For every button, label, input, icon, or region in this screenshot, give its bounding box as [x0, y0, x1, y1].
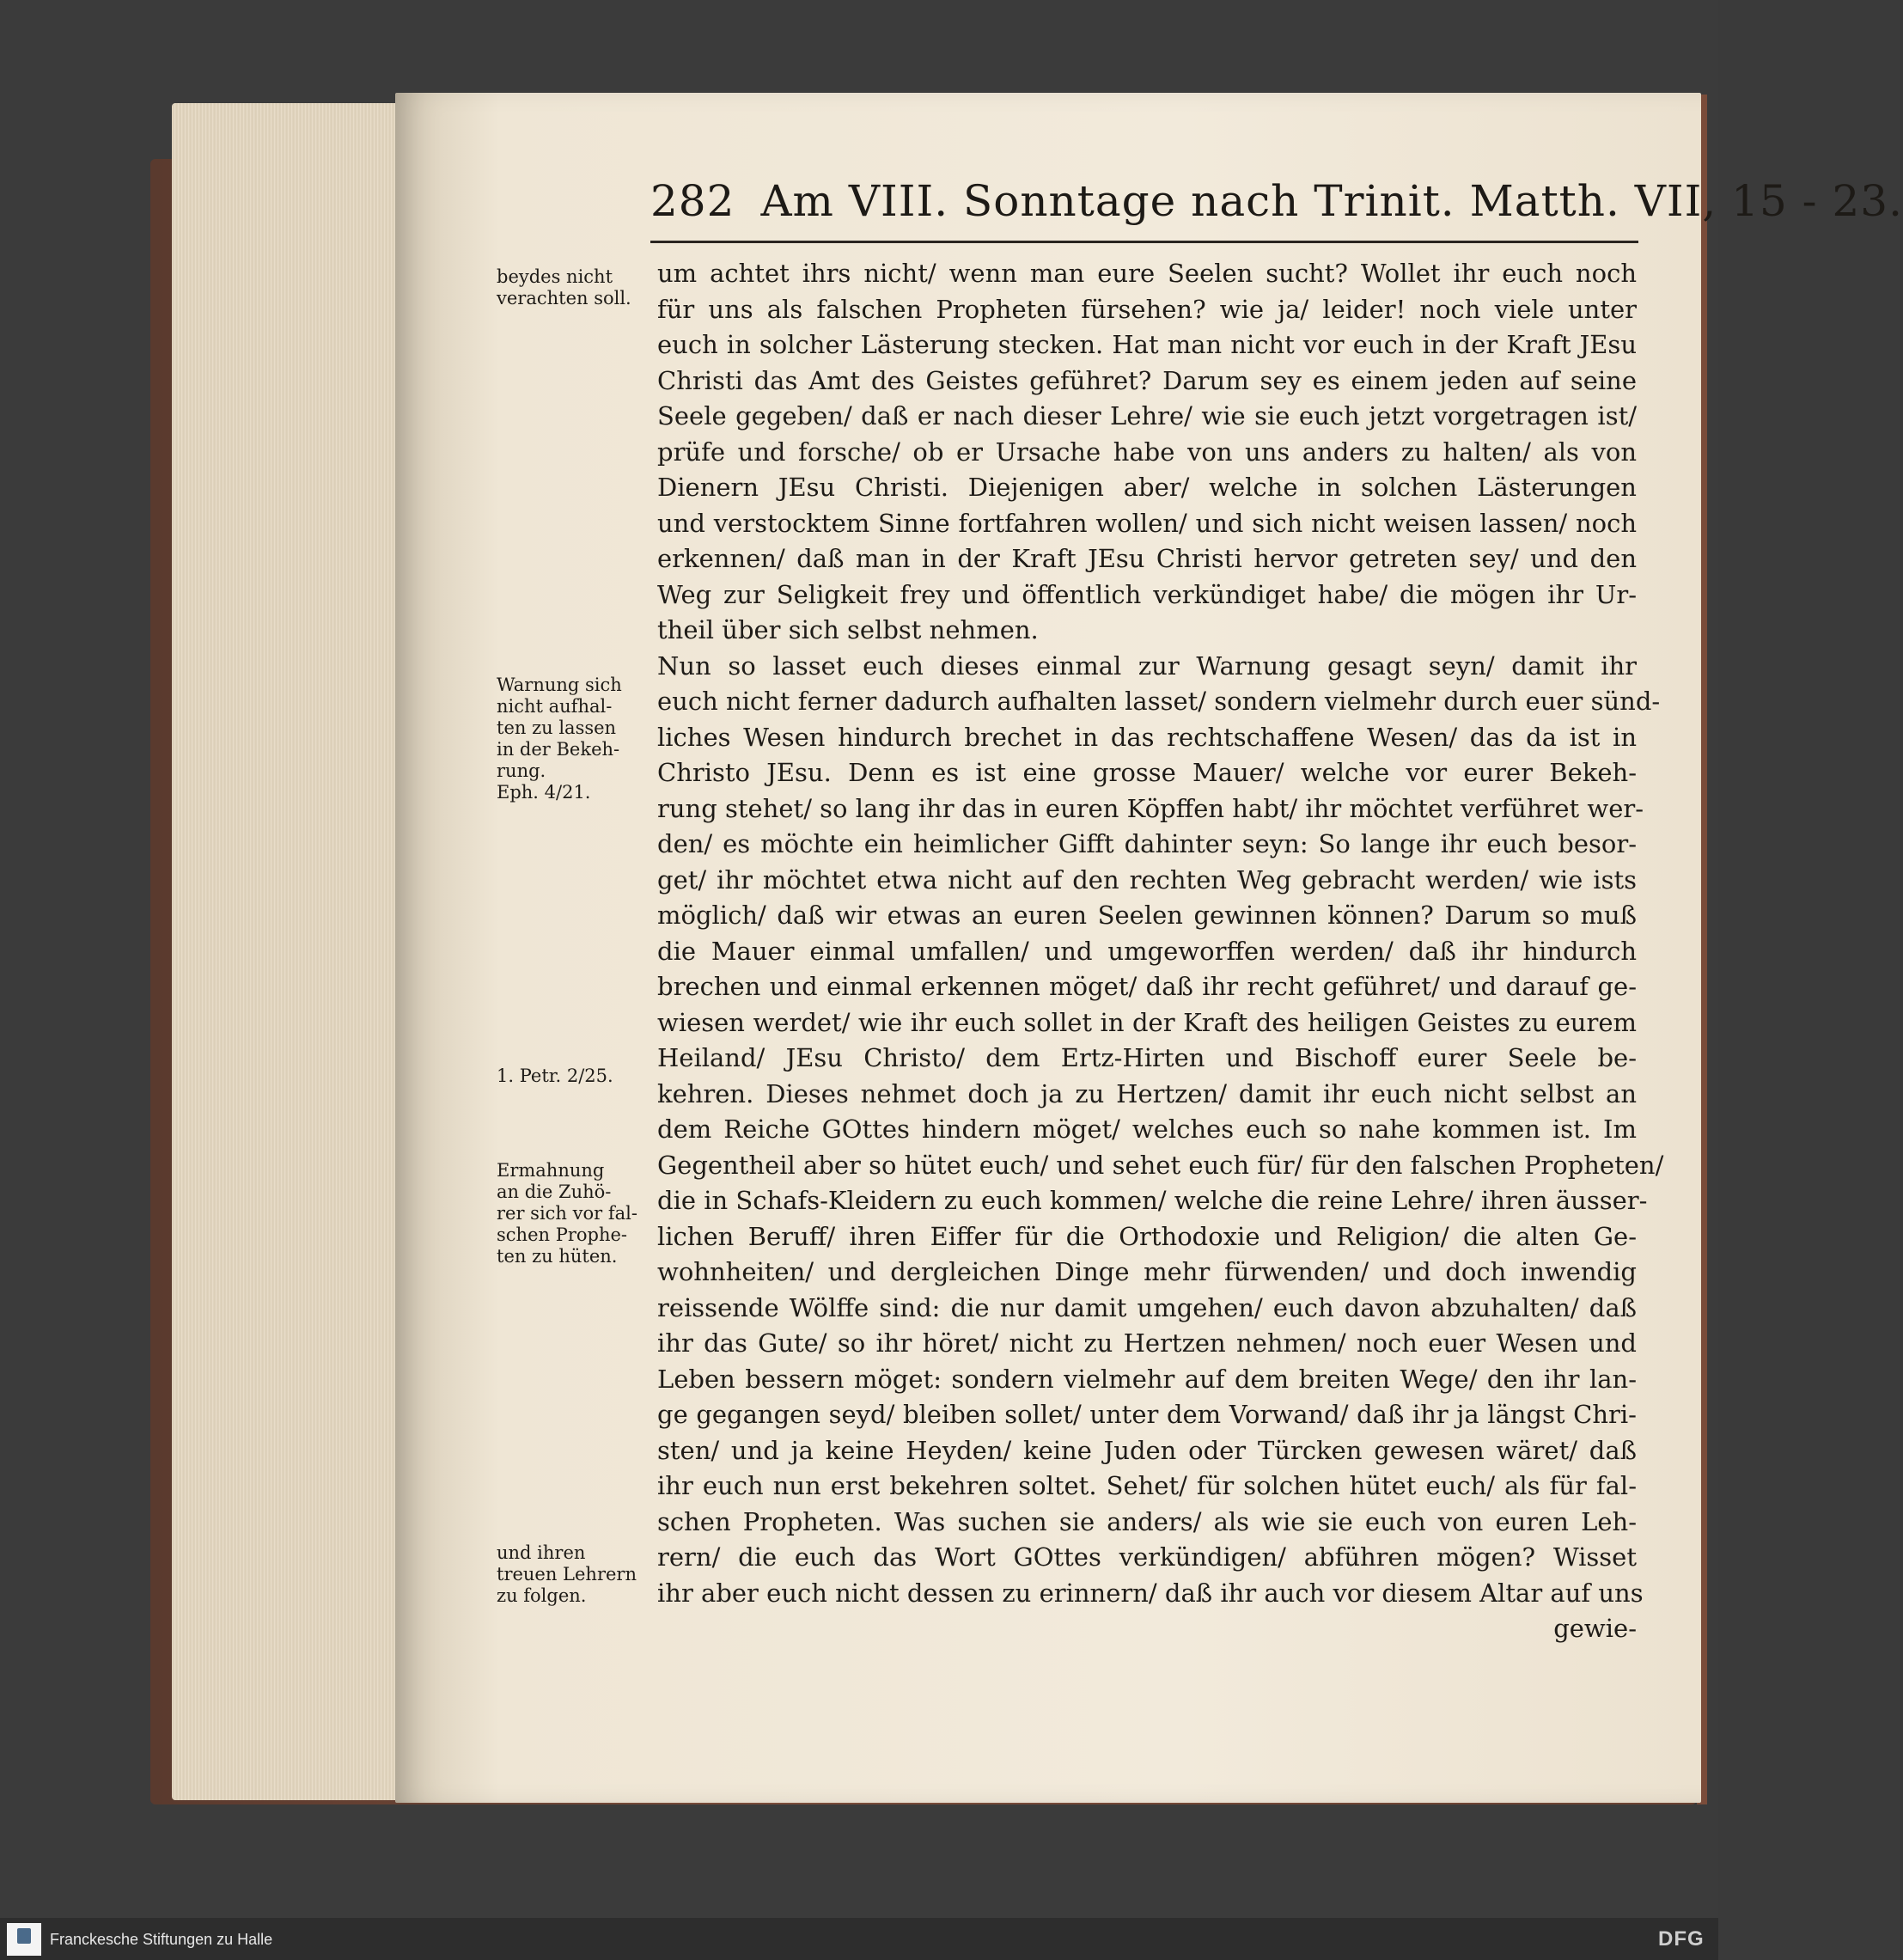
- text-line: wiesen werdet/ wie ihr euch sollet in der Kraft des heiligen Geistes zu eurem: [657, 1007, 1637, 1037]
- text-line: brechen und einmal erkennen möget/ daß ihr recht geführet/ und darauf ge-: [657, 972, 1637, 1001]
- text-line: Gegentheil aber so hütet euch/ und sehet euch für/ für den falschen Propheten/: [657, 1150, 1664, 1180]
- margin-note-line: treuen Lehrern: [497, 1564, 637, 1584]
- text-line: wohnheiten/ und dergleichen Dinge mehr fürwenden/ und doch inwendig: [657, 1257, 1637, 1286]
- margin-note: [497, 1160, 653, 1267]
- text-line: ge gegangen seyd/ bleiben sollet/ unter dem Vorwand/ daß ihr ja längst Chri-: [657, 1400, 1637, 1429]
- text-line: Christo JEsu. Denn es ist eine grosse Mauer/ welche vor eurer Bekeh-: [657, 758, 1637, 787]
- institution-logo: [7, 1923, 41, 1956]
- text-line: prüfe und forsche/ ob er Ursache habe von uns anders zu halten/ als von: [657, 437, 1637, 467]
- text-line: die in Schafs-Kleidern zu euch kommen/ welche die reine Lehre/ ihren äusser-: [657, 1186, 1648, 1215]
- text-line: euch in solcher Lästerung stecken. Hat man nicht vor euch in der Kraft JEsu: [657, 330, 1637, 359]
- margin-note-line: rer sich vor fal-: [497, 1203, 637, 1224]
- institution-name: Franckesche Stiftungen zu Halle: [50, 1931, 273, 1948]
- catchword: gewie-: [1553, 1614, 1637, 1643]
- margin-note-line: an die Zuhö-: [497, 1181, 612, 1202]
- margin-note-line: rung.: [497, 760, 546, 781]
- text-line: für uns als falschen Propheten fürsehen? wie ja/ leider! noch viele unter: [657, 294, 1637, 324]
- running-head: [650, 176, 1903, 236]
- text-line: rern/ die euch das Wort GOttes verkündigen/ abführen mögen? Wisset: [657, 1542, 1637, 1572]
- margin-note-line: ten zu lassen: [497, 717, 617, 738]
- text-line: Christi das Amt des Geistes geführet? Darum sey es einem jeden auf seine: [657, 365, 1637, 395]
- margin-note-line: zu folgen.: [497, 1585, 587, 1606]
- text-line: Weg zur Seligkeit frey und öffentlich verkündiget habe/ die mögen ihr Ur-: [657, 579, 1637, 609]
- text-line: dem Reiche GOttes hindern möget/ welches euch so nahe kommen ist. Im: [657, 1114, 1637, 1144]
- text-line: Seele gegeben/ daß er nach dieser Lehre/ wie sie euch jetzt vorgetragen ist/: [657, 401, 1637, 430]
- margin-note-line: 1. Petr. 2/25.: [497, 1065, 613, 1086]
- text-line: reissende Wölffe sind: die nur damit umgehen/ euch davon abzuhalten/ daß: [657, 1292, 1637, 1322]
- text-line: Heiland/ JEsu Christo/ dem Ertz-Hirten und Bischoff eurer Seele be-: [657, 1043, 1637, 1072]
- text-line: um achtet ihrs nicht/ wenn man eure Seelen sucht? Wollet ihr euch noch: [657, 259, 1637, 288]
- margin-note-line: verachten soll.: [497, 288, 631, 308]
- text-line: rung stehet/ so lang ihr das in euren Köpffen habt/ ihr möchtet verführet wer-: [657, 793, 1644, 823]
- text-line: ihr euch nun erst bekehren soltet. Sehet/ für solchen hütet euch/ als für fal-: [657, 1471, 1637, 1500]
- text-line: get/ ihr möchtet etwa nicht auf den rechten Weg gebracht werden/ wie ists: [657, 864, 1637, 895]
- running-title: Am VIII. Sonntage nach Trinit. Matth. VII, 15 - 23.: [760, 176, 1903, 226]
- text-line: Dienern JEsu Christi. Diejenigen aber/ welche in solchen Lästerungen: [657, 473, 1637, 502]
- text-line: schen Propheten. Was suchen sie anders/ als wie sie euch von euren Leh-: [657, 1506, 1637, 1536]
- text-line: ihr das Gute/ so ihr höret/ nicht zu Hertzen nehmen/ noch euer Wesen und: [657, 1328, 1637, 1358]
- margin-note-line: Warnung sich: [497, 675, 622, 695]
- text-line: lichen Beruff/ ihren Eiffer für die Orthodoxie und Religion/ die alten Ge-: [657, 1221, 1637, 1251]
- text-line: und verstocktem Sinne fortfahren wollen/ und sich nicht weisen lassen/ noch: [657, 508, 1637, 538]
- header-rule: [650, 241, 1638, 243]
- margin-note-line: Ermahnung: [497, 1160, 605, 1181]
- margin-note: [497, 1065, 653, 1087]
- text-line: liches Wesen hindurch brechet in das rechtschaffene Wesen/ das da ist in: [657, 722, 1637, 752]
- text-line: ihr aber euch nicht dessen zu erinnern/ daß ihr auch vor diesem Altar auf uns: [657, 1578, 1644, 1608]
- text-line: kehren. Dieses nehmet doch ja zu Hertzen/ damit ihr euch nicht selbst an: [657, 1078, 1637, 1108]
- text-line: möglich/ daß wir etwas an euren Seelen gewinnen können? Darum so muß: [657, 901, 1637, 930]
- page-edges: [172, 103, 430, 1800]
- page-number: 282: [650, 176, 735, 226]
- margin-note-line: Eph. 4/21.: [497, 782, 591, 803]
- dfg-logo: DFG: [1658, 1927, 1705, 1951]
- margin-note-line: in der Bekeh-: [497, 739, 620, 760]
- text-line: den/ es möchte ein heimlicher Gifft dahinter seyn: So lange ihr euch besor-: [657, 829, 1637, 858]
- text-line: erkennen/ daß man in der Kraft JEsu Christi hervor getreten sey/ und den: [657, 544, 1637, 573]
- margin-note-line: nicht aufhal-: [497, 696, 613, 717]
- text-line: Leben bessern möget: sondern vielmehr auf dem breiten Wege/ den ihr lan-: [657, 1364, 1637, 1394]
- margin-note-line: schen Prophe-: [497, 1224, 627, 1245]
- margin-note-line: beydes nicht: [497, 266, 613, 287]
- text-line: Nun so lasset euch dieses einmal zur Warnung gesagt seyn/ damit ihr: [657, 650, 1637, 681]
- text-line: sten/ und ja keine Heyden/ keine Juden oder Türcken gewesen wäret/ daß: [657, 1435, 1637, 1465]
- margin-note: [497, 1542, 653, 1607]
- text-line: theil über sich selbst nehmen.: [657, 615, 1039, 644]
- text-line: euch nicht ferner dadurch aufhalten lasset/ sondern vielmehr durch euer sünd-: [657, 687, 1661, 716]
- margin-note-line: und ihren: [497, 1542, 586, 1563]
- body-text: [657, 256, 1664, 1647]
- text-line: die Mauer einmal umfallen/ und umgeworffen werden/ daß ihr hindurch: [657, 936, 1637, 966]
- logo-mark-icon: [17, 1928, 31, 1944]
- margin-note: [497, 266, 653, 309]
- margin-note: [497, 675, 653, 803]
- margin-note-line: ten zu hüten.: [497, 1246, 618, 1267]
